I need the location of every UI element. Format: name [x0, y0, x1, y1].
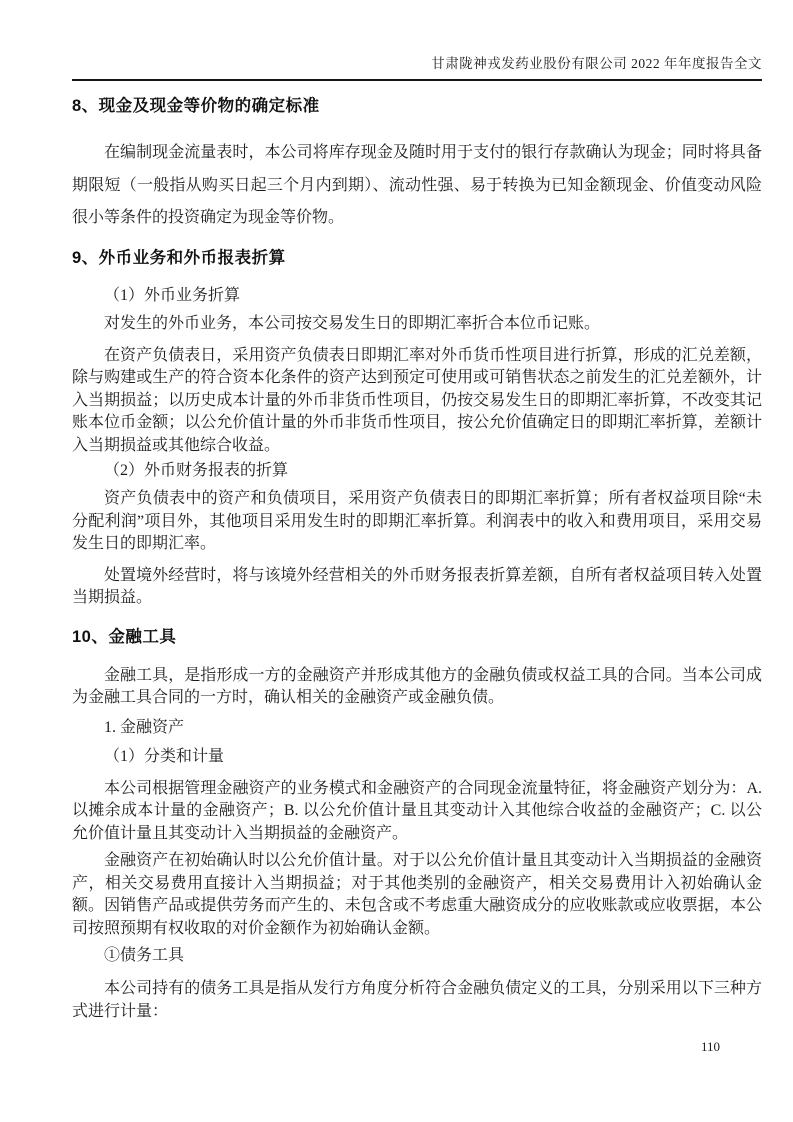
section-10-paragraph-1: 金融工具，是指形成一方的金融资产并形成其他方的金融负债或权益工具的合同。当本公司成为金融工具合同的一方时，确认相关的金融资产或金融负债。 — [72, 666, 762, 706]
section-8-heading: 8、现金及现金等价物的确定标准 — [72, 97, 320, 115]
section-9-paragraph-2: 在资产负债表日，采用资产负债表日即期汇率对外币货币性项目进行折算，形成的汇兑差额，除与购建或生产的符合资本化条件的资产达到预定可使用或可销售状态之前发生的汇兑差额外，计入当期损益；以历史成本计量的外币非货币性项目，仍按交易发生日的即期汇率折算，不改变其记账本位币金额；以公允价值计量的外币非货币性项目，按公允价值确定日的即期汇率折算，差额计入当期损益或其他综合收益。 — [72, 346, 762, 454]
section-9-heading: 9、外币业务和外币报表折算 — [72, 248, 286, 267]
section-10-subheading-1: 1. 金融资产 — [104, 718, 185, 736]
section-8-paragraph-1: 在编制现金流量表时，本公司将库存现金及随时用于支付的银行存款确认为现金；同时将具备期限短（一般指从购买日起三个月内到期）、流动性强、易于转换为已知金额现金、价值变动风险很小等条件的投资确定为现金等价物。 — [72, 144, 762, 226]
section-10-paragraph-4: 本公司持有的债务工具是指从发行方角度分析符合金融负债定义的工具，分别采用以下三种方式进行计量： — [72, 980, 762, 1020]
section-10-heading: 10、金融工具 — [72, 627, 177, 646]
section-10-subheading-2: （1）分类和计量 — [104, 747, 225, 765]
section-9-paragraph-1: 对发生的外币业务，本公司按交易发生日的即期汇率折合本位币记账。 — [104, 314, 601, 332]
page-header-title: 甘肃陇神戎发药业股份有限公司 2022 年年度报告全文 — [431, 56, 762, 71]
page-footer — [72, 1039, 762, 1055]
section-9-subheading-2: （2）外币财务报表的折算 — [104, 462, 289, 479]
section-9-paragraph-4: 处置境外经营时，将与该境外经营相关的外币财务报表折算差额，自所有者权益项目转入处置当期损益。 — [72, 566, 762, 606]
page-header — [72, 54, 762, 81]
section-9-paragraph-3: 资产负债表中的资产和负债项目，采用资产负债表日的即期汇率折算；所有者权益项目除“未分配利润”项目外，其他项目采用发生时的即期汇率折算。利润表中的收入和费用项目，采用交易发生日的即期汇率。 — [72, 490, 762, 552]
section-10-paragraph-2: 本公司根据管理金融资产的业务模式和金融资产的合同现金流量特征，将金融资产划分为：A. 以摊余成本计量的金融资产；B. 以公允价值计量且其变动计入其他综合收益的金融资产；C. 以公允价值计量且其变动计入当期损益的金融资产。 — [72, 779, 762, 842]
section-9-subheading-1: （1）外币业务折算 — [104, 286, 241, 304]
page-number: 110 — [700, 1039, 720, 1054]
section-10-subheading-3: ①债务工具 — [104, 947, 185, 964]
section-10-paragraph-3: 金融资产在初始确认时以公允价值计量。对于以公允价值计量且其变动计入当期损益的金融资产，相关交易费用直接计入当期损益；对于其他类别的金融资产，相关交易费用计入初始确认金额。因销售产品或提供劳务而产生的、未包含或不考虑重大融资成分的应收账款或应收票据，本公司按照预期有权收取的对价金额作为初始确认金额。 — [72, 852, 762, 937]
document-body — [72, 95, 762, 1023]
